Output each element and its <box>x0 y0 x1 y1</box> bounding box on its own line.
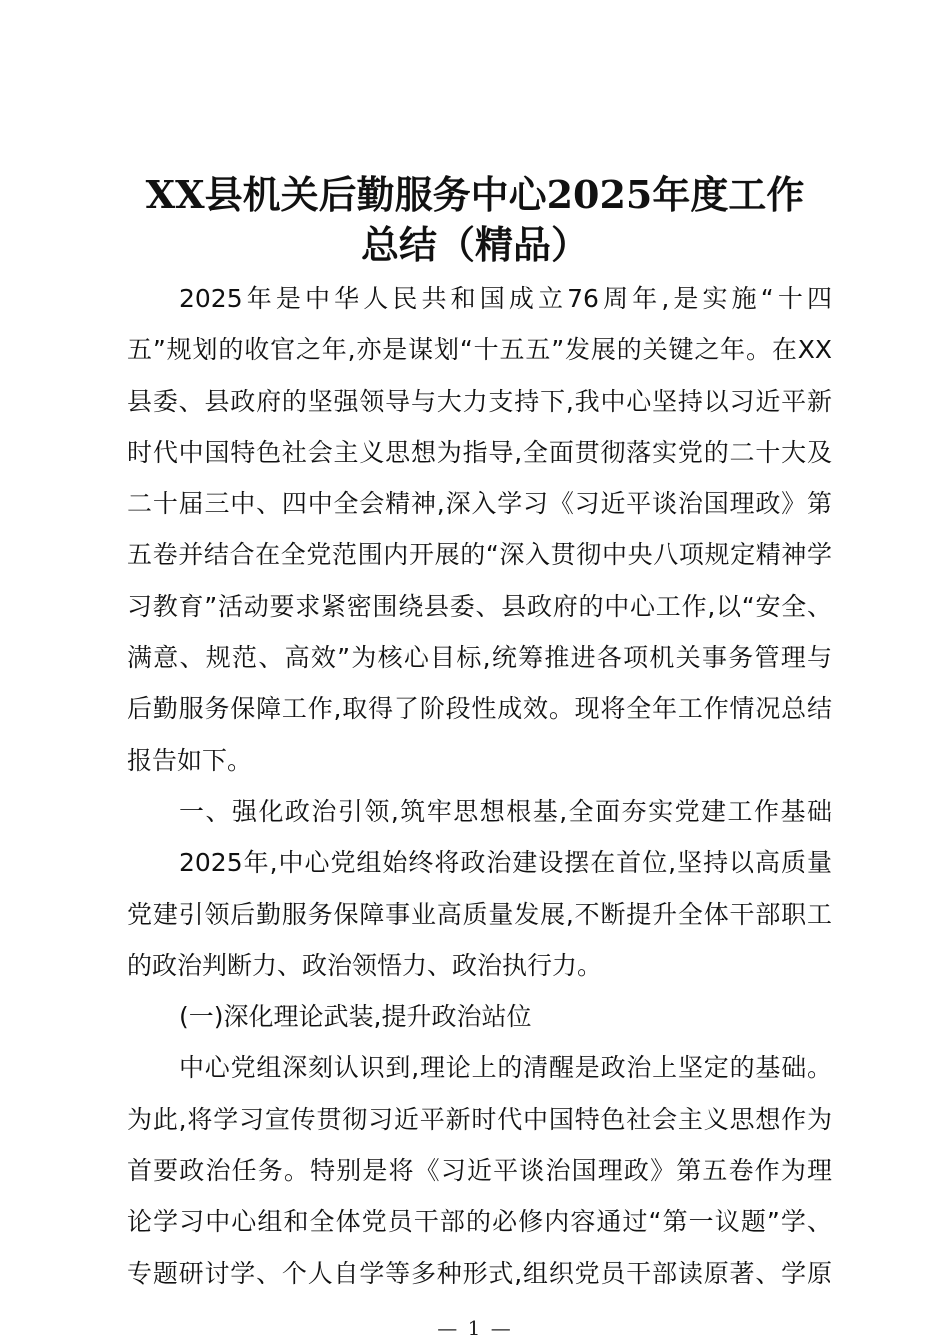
paragraph-line: 二十届三中、四中全会精神,深入学习《习近平谈治国理政》第 <box>127 489 832 519</box>
paragraph-line: 五卷并结合在全党范围内开展的“深入贯彻中央八项规定精神学 <box>127 540 832 570</box>
paragraph-line: 后勤服务保障工作,取得了阶段性成效。现将全年工作情况总结 <box>127 694 832 724</box>
paragraph-line: 党建引领后勤服务保障事业高质量发展,不断提升全体干部职工 <box>127 899 832 929</box>
paragraph-line: 时代中国特色社会主义思想为指导,全面贯彻落实党的二十大及 <box>127 437 832 467</box>
paragraph-line: 首要政治任务。特别是将《习近平谈治国理政》第五卷作为理 <box>127 1156 832 1186</box>
paragraph-line: 2025年,中心党组始终将政治建设摆在首位,坚持以高质量 <box>179 848 832 878</box>
section-heading: 一、强化政治引领,筑牢思想根基,全面夯实党建工作基础 <box>179 796 832 826</box>
paragraph-line: 县委、县政府的坚强领导与大力支持下,我中心坚持以习近平新 <box>127 386 832 416</box>
paragraph-line: 中心党组深刻认识到,理论上的清醒是政治上坚定的基础。 <box>179 1053 832 1083</box>
page-number: — 1 — <box>437 1316 513 1340</box>
subsection-heading: (一)深化理论武装,提升政治站位 <box>179 1002 532 1032</box>
paragraph-line: 论学习中心组和全体党员干部的必修内容通过“第一议题”学、 <box>127 1207 832 1237</box>
paragraph-line: 专题研讨学、个人自学等多种形式,组织党员干部读原著、学原 <box>127 1258 832 1288</box>
document-title-line-1: XX县机关后勤服务中心2025年度工作 <box>145 172 805 217</box>
paragraph-line: 满意、规范、高效”为核心目标,统筹推进各项机关事务管理与 <box>127 643 832 673</box>
paragraph-line: 报告如下。 <box>127 745 253 775</box>
document-title-line-2: 总结（精品） <box>360 222 589 267</box>
document-body <box>127 273 832 1299</box>
paragraph-line: 五”规划的收官之年,亦是谋划“十五五”发展的关键之年。在XX <box>127 335 832 365</box>
paragraph-line: 的政治判断力、政治领悟力、政治执行力。 <box>127 950 603 980</box>
paragraph-line: 习教育”活动要求紧密围绕县委、县政府的中心工作,以“安全、 <box>127 591 832 621</box>
paragraph-line: 为此,将学习宣传贯彻习近平新时代中国特色社会主义思想作为 <box>127 1104 832 1134</box>
paragraph-line: 2025年是中华人民共和国成立76周年,是实施“十四 <box>179 284 832 313</box>
